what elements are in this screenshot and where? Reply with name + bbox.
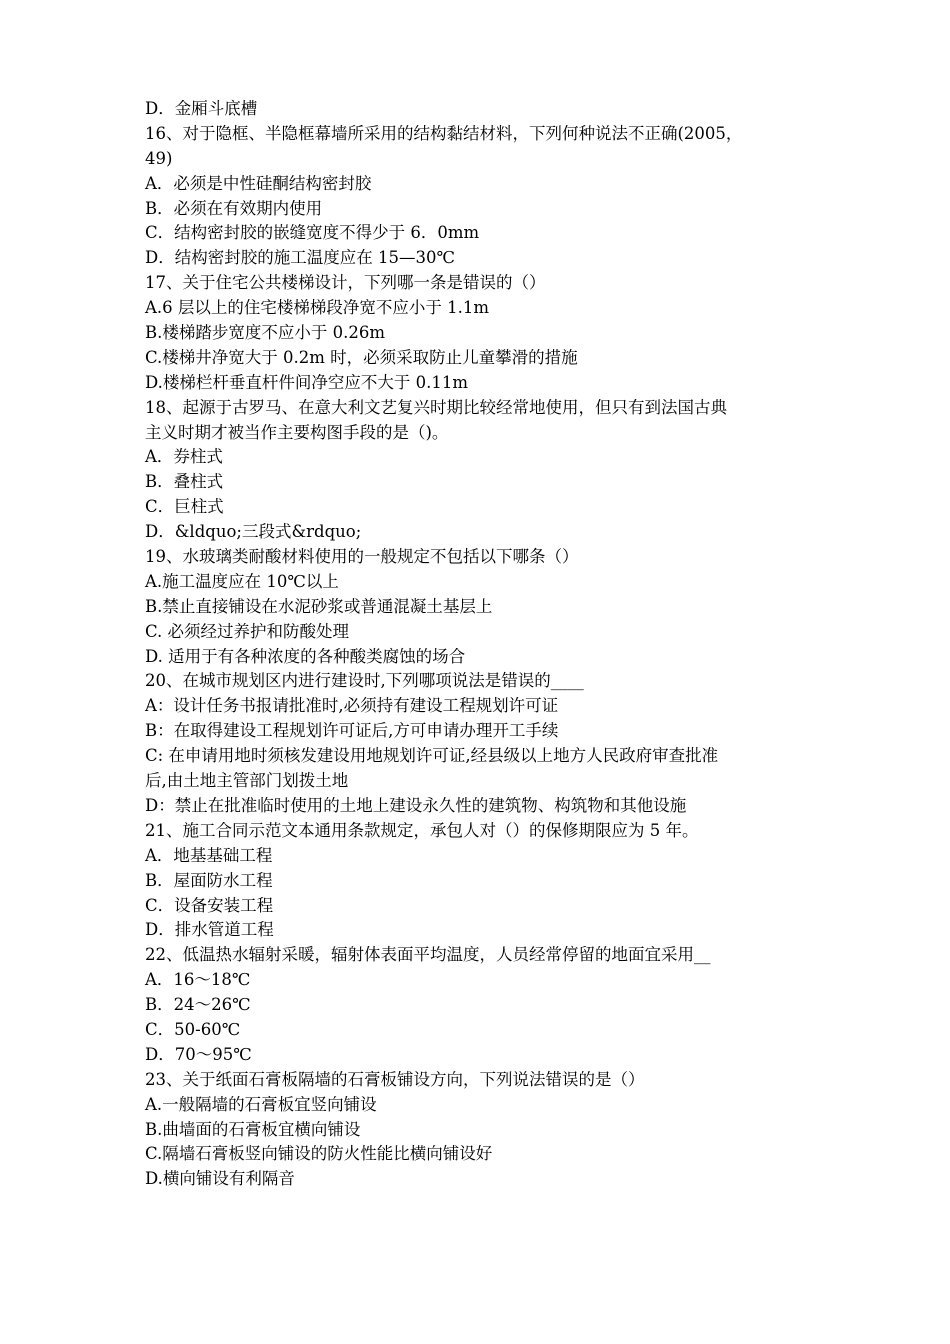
text-line: D. 适用于有各种浓度的各种酸类腐蚀的场合: [145, 646, 466, 666]
text-line: A.6 层以上的住宅楼梯梯段净宽不应小于 1.1m: [145, 298, 490, 318]
text-line: 21、施工合同示范文本通用条款规定，承包人对（）的保修期限应为 5 年。: [145, 820, 699, 840]
text-line: A.施工温度应在 10℃以上: [145, 571, 339, 591]
text-line: B：在取得建设工程规划许可证后,方可申请办理开工手续: [145, 721, 559, 741]
text-line: 16、对于隐框、半隐框幕墙所采用的结构黏结材料，下列何种说法不正确(2005，: [145, 123, 743, 143]
text-line: B.楼梯踏步宽度不应小于 0.26m: [145, 323, 385, 343]
text-line: 后,由土地主管部门划拨土地: [145, 771, 349, 791]
text-line: D.楼梯栏杆垂直杆件间净空应不大于 0.11m: [145, 372, 469, 392]
text-line: C: 在申请用地时须核发建设用地规划许可证,经县级以上地方人民政府审查批准: [145, 746, 719, 766]
text-line: 20、在城市规划区内进行建设时,下列哪项说法是错误的____: [145, 671, 584, 691]
text-line: A．券柱式: [145, 447, 223, 467]
text-line: B．必须在有效期内使用: [145, 198, 323, 218]
text-line: A．必须是中性硅酮结构密封胶: [145, 173, 372, 193]
text-line: 主义时期才被当作主要构图手段的是（)。: [145, 422, 449, 442]
text-line: D．&ldquo;三段式&rdquo;: [145, 522, 362, 542]
text-line: B.曲墙面的石膏板宜横向铺设: [145, 1119, 361, 1139]
text-line: D．结构密封胶的施工温度应在 15—30℃: [145, 248, 455, 268]
text-line: B．屋面防水工程: [145, 870, 273, 890]
text-line: B．24～26℃: [145, 995, 251, 1015]
text-line: 49): [145, 148, 173, 168]
text-line: C．50-60℃: [145, 1019, 241, 1039]
text-line: A.一般隔墙的石膏板宜竖向铺设: [145, 1094, 377, 1114]
text-line: D．70～95℃: [145, 1044, 252, 1064]
text-line: B．叠柱式: [145, 472, 224, 492]
text-line: 17、关于住宅公共楼梯设计，下列哪一条是错误的（）: [145, 273, 546, 293]
text-line: B.禁止直接铺设在水泥砂浆或普通混凝土基层上: [145, 596, 493, 616]
text-line: D.横向铺设有利隔音: [145, 1169, 295, 1189]
text-line: 18、起源于古罗马、在意大利文艺复兴时期比较经常地使用，但只有到法国古典: [145, 397, 727, 417]
text-line: D．金厢斗底槽: [145, 99, 258, 118]
text-line: C.隔墙石膏板竖向铺设的防火性能比横向铺设好: [145, 1144, 493, 1164]
text-line: C．巨柱式: [145, 497, 224, 517]
text-line: 19、水玻璃类耐酸材料使用的一般规定不包括以下哪条（）: [145, 547, 579, 567]
text-line: C．设备安装工程: [145, 895, 274, 915]
text-line: A．地基基础工程: [145, 845, 273, 865]
text-line: C．结构密封胶的嵌缝宽度不得少于 6．0mm: [145, 223, 480, 243]
text-line: A：设计任务书报请批准时,必须持有建设工程规划许可证: [145, 696, 559, 716]
text-line: C.楼梯井净宽大于 0.2m 时，必须采取防止儿童攀滑的措施: [145, 347, 578, 367]
text-line: D：禁止在批准临时使用的土地上建设永久性的建筑物、构筑物和其他设施: [145, 795, 687, 815]
text-line: C. 必须经过养护和防酸处理: [145, 621, 350, 641]
text-line: D．排水管道工程: [145, 920, 274, 940]
document-body: [145, 97, 815, 1192]
text-line: 22、低温热水辐射采暖，辐射体表面平均温度，人员经常停留的地面宜采用__: [145, 945, 711, 965]
text-line: 23、关于纸面石膏板隔墙的石膏板铺设方向，下列说法错误的是（）: [145, 1069, 645, 1089]
text-line: A．16～18℃: [145, 970, 251, 990]
